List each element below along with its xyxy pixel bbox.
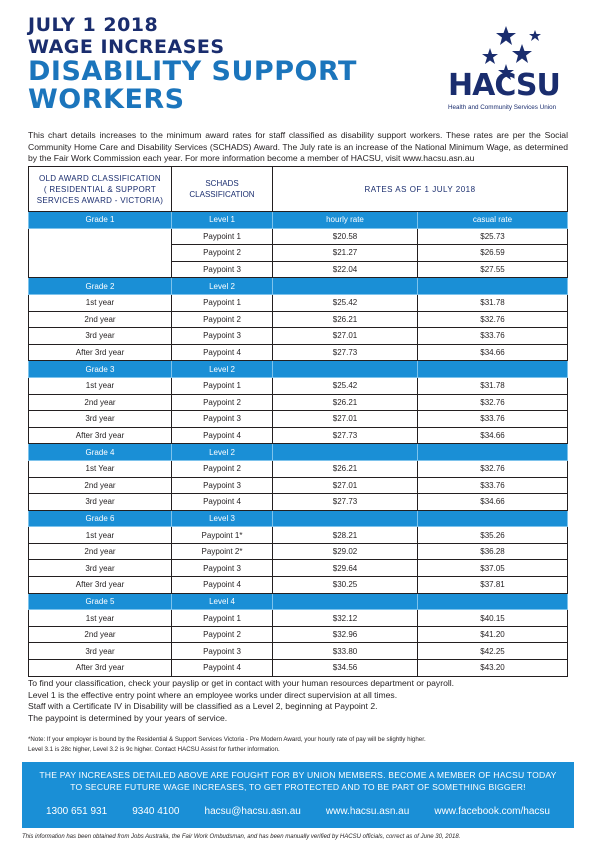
year-cell: 1st year bbox=[29, 527, 172, 544]
table-row bbox=[29, 228, 568, 245]
hourly-rate-cell: $34.56 bbox=[273, 660, 418, 677]
casual-rate-cell: $25.73 bbox=[417, 228, 567, 245]
grade-label: Grade 2 bbox=[29, 278, 172, 295]
hourly-rate-cell: $27.73 bbox=[273, 494, 418, 511]
header-old-award-l2: ( RESIDENTIAL & SUPPORT bbox=[43, 184, 157, 194]
note-line: The paypoint is determined by your years of service. bbox=[28, 712, 228, 723]
membership-banner bbox=[22, 762, 574, 828]
hourly-rate-cell: $26.21 bbox=[273, 460, 418, 477]
hacsu-logo bbox=[446, 24, 576, 124]
paypoint-cell: Paypoint 3 bbox=[172, 328, 273, 345]
year-cell: After 3rd year bbox=[29, 344, 172, 361]
table-row bbox=[29, 543, 568, 560]
year-cell: 3rd year bbox=[29, 411, 172, 428]
paypoint-cell: Paypoint 2 bbox=[172, 460, 273, 477]
table-row bbox=[29, 411, 568, 428]
grade-blank bbox=[273, 444, 418, 461]
casual-rate-cell: $41.20 bbox=[417, 626, 567, 643]
casual-rate-cell: $27.55 bbox=[417, 261, 567, 278]
banner-line-1: THE PAY INCREASES DETAILED ABOVE ARE FOUGHT FOR BY UNION MEMBERS. BECOME A MEMBER OF HACSU TODAY bbox=[39, 770, 557, 780]
hourly-rate-cell: $25.42 bbox=[273, 294, 418, 311]
hourly-rate-cell: $20.58 bbox=[273, 228, 418, 245]
hourly-rate-cell: $32.12 bbox=[273, 610, 418, 627]
grade-row bbox=[29, 278, 568, 295]
paypoint-cell: Paypoint 1* bbox=[172, 527, 273, 544]
table-row bbox=[29, 643, 568, 660]
table-row bbox=[29, 344, 568, 361]
table-row bbox=[29, 560, 568, 577]
note-line: Level 1 is the effective entry point where an employee works under direct supervision at all times. bbox=[28, 689, 398, 700]
casual-rate-cell: $43.20 bbox=[417, 660, 567, 677]
table-row bbox=[29, 494, 568, 511]
table-row bbox=[29, 660, 568, 677]
paypoint-cell: Paypoint 1 bbox=[172, 610, 273, 627]
header-schads bbox=[172, 167, 273, 212]
grade-blank bbox=[273, 278, 418, 295]
casual-rate-cell: $33.76 bbox=[417, 328, 567, 345]
phone-number[interactable]: 1300 651 931 bbox=[46, 806, 108, 817]
level-label: Level 3 bbox=[172, 510, 273, 527]
hourly-rate-cell: $26.21 bbox=[273, 394, 418, 411]
level-label: Level 2 bbox=[172, 278, 273, 295]
header-schads-l1: SCHADS bbox=[205, 179, 239, 188]
facebook-link[interactable]: www.facebook.com/hacsu bbox=[434, 806, 550, 817]
table-row bbox=[29, 394, 568, 411]
hourly-rate-cell: $28.21 bbox=[273, 527, 418, 544]
hourly-rate-cell: $27.73 bbox=[273, 344, 418, 361]
year-cell: 3rd year bbox=[29, 643, 172, 660]
paypoint-cell: Paypoint 2 bbox=[172, 245, 273, 262]
casual-rate-cell: $32.76 bbox=[417, 460, 567, 477]
paypoint-cell: Paypoint 4 bbox=[172, 494, 273, 511]
paypoint-cell: Paypoint 4 bbox=[172, 577, 273, 594]
casual-rate-cell: $31.78 bbox=[417, 377, 567, 394]
hourly-rate-header: hourly rate bbox=[273, 212, 418, 229]
hourly-rate-cell: $27.01 bbox=[273, 411, 418, 428]
table-row bbox=[29, 477, 568, 494]
grade-blank bbox=[273, 510, 418, 527]
year-cell: 2nd year bbox=[29, 394, 172, 411]
table-row bbox=[29, 311, 568, 328]
hourly-rate-cell: $22.04 bbox=[273, 261, 418, 278]
level-label: Level 4 bbox=[172, 593, 273, 610]
year-cell bbox=[29, 228, 172, 278]
grade-row bbox=[29, 593, 568, 610]
hourly-rate-cell: $30.25 bbox=[273, 577, 418, 594]
grade-label: Grade 4 bbox=[29, 444, 172, 461]
rates-table bbox=[28, 166, 568, 677]
grade-blank bbox=[273, 593, 418, 610]
fax-number: 9340 4100 bbox=[132, 806, 180, 817]
casual-rate-cell: $37.81 bbox=[417, 577, 567, 594]
casual-rate-cell: $32.76 bbox=[417, 311, 567, 328]
paypoint-cell: Paypoint 4 bbox=[172, 427, 273, 444]
casual-rate-cell: $36.28 bbox=[417, 543, 567, 560]
grade-label: Grade 6 bbox=[29, 510, 172, 527]
casual-rate-cell: $42.25 bbox=[417, 643, 567, 660]
hourly-rate-cell: $27.01 bbox=[273, 477, 418, 494]
year-cell: 2nd year bbox=[29, 311, 172, 328]
paypoint-cell: Paypoint 2 bbox=[172, 626, 273, 643]
casual-rate-cell: $34.66 bbox=[417, 344, 567, 361]
level-label: Level 1 bbox=[172, 212, 273, 229]
grade-row bbox=[29, 510, 568, 527]
page-title: DISABILITY SUPPORT bbox=[28, 56, 357, 87]
paypoint-cell: Paypoint 2 bbox=[172, 394, 273, 411]
year-cell: 1st year bbox=[29, 610, 172, 627]
table-row bbox=[29, 527, 568, 544]
notes bbox=[28, 678, 573, 724]
table-row bbox=[29, 427, 568, 444]
casual-rate-cell: $34.66 bbox=[417, 427, 567, 444]
table-row bbox=[29, 577, 568, 594]
fine-print-line: *Note: If your employer is bound by the Residential & Support Services Victoria - Pre Modern Award, your hourly rate of pay will be slightly higher. bbox=[28, 736, 426, 743]
casual-rate-cell: $35.26 bbox=[417, 527, 567, 544]
casual-rate-cell: $33.76 bbox=[417, 477, 567, 494]
casual-rate-header: casual rate bbox=[417, 212, 567, 229]
banner-line-2: TO SECURE FUTURE WAGE INCREASES, TO GET PROTECTED AND TO BE PART OF SOMETHING BIGGER! bbox=[70, 782, 526, 792]
grade-label: Grade 5 bbox=[29, 593, 172, 610]
table-row bbox=[29, 610, 568, 627]
logo-subtitle: Health and Community Services Union bbox=[448, 104, 557, 111]
year-cell: 2nd year bbox=[29, 543, 172, 560]
year-cell: 2nd year bbox=[29, 477, 172, 494]
table-row bbox=[29, 294, 568, 311]
paypoint-cell: Paypoint 3 bbox=[172, 560, 273, 577]
paypoint-cell: Paypoint 3 bbox=[172, 261, 273, 278]
paypoint-cell: Paypoint 1 bbox=[172, 228, 273, 245]
header-old-award-l3: SERVICES AWARD - VICTORIA) bbox=[36, 195, 164, 205]
paypoint-cell: Paypoint 4 bbox=[172, 344, 273, 361]
grade-row bbox=[29, 361, 568, 378]
casual-rate-cell: $31.78 bbox=[417, 294, 567, 311]
hourly-rate-cell: $27.73 bbox=[273, 427, 418, 444]
grade-row bbox=[29, 444, 568, 461]
table-row bbox=[29, 328, 568, 345]
year-cell: 2nd year bbox=[29, 626, 172, 643]
contact-bar bbox=[22, 793, 574, 817]
page-title-2: WORKERS bbox=[28, 84, 185, 115]
disclaimer: This information has been obtained from Jobs Australia, the Fair Work Ombudsman, and has been manually verified by HACSU officials, correct as of June 30, 2018. bbox=[22, 834, 461, 840]
year-cell: After 3rd year bbox=[29, 660, 172, 677]
paypoint-cell: Paypoint 3 bbox=[172, 411, 273, 428]
hourly-rate-cell: $26.21 bbox=[273, 311, 418, 328]
banner-message bbox=[22, 762, 574, 793]
header-subtitle: WAGE INCREASES bbox=[28, 36, 225, 58]
year-cell: After 3rd year bbox=[29, 427, 172, 444]
paypoint-cell: Paypoint 3 bbox=[172, 643, 273, 660]
page-header bbox=[28, 14, 357, 114]
casual-rate-cell: $32.76 bbox=[417, 394, 567, 411]
level-label: Level 2 bbox=[172, 444, 273, 461]
logo-text: HACSU bbox=[448, 68, 560, 103]
grade-blank bbox=[417, 361, 567, 378]
paypoint-cell: Paypoint 1 bbox=[172, 294, 273, 311]
year-cell: 3rd year bbox=[29, 328, 172, 345]
year-cell: 1st year bbox=[29, 294, 172, 311]
hourly-rate-cell: $27.01 bbox=[273, 328, 418, 345]
table-row bbox=[29, 460, 568, 477]
hourly-rate-cell: $25.42 bbox=[273, 377, 418, 394]
year-cell: 3rd year bbox=[29, 560, 172, 577]
hourly-rate-cell: $21.27 bbox=[273, 245, 418, 262]
header-old-award-l1: OLD AWARD CLASSIFICATION bbox=[38, 173, 162, 183]
casual-rate-cell: $33.76 bbox=[417, 411, 567, 428]
year-cell: 1st year bbox=[29, 377, 172, 394]
hourly-rate-cell: $32.96 bbox=[273, 626, 418, 643]
grade-label: Grade 3 bbox=[29, 361, 172, 378]
paypoint-cell: Paypoint 2 bbox=[172, 311, 273, 328]
hourly-rate-cell: $33.80 bbox=[273, 643, 418, 660]
grade-blank bbox=[417, 444, 567, 461]
fine-print bbox=[28, 735, 573, 754]
intro-paragraph: This chart details increases to the minimum award rates for staff classified as disability support workers. These rates are per the Social Community Home Care and Disability Services (SCHADS) Award. The July rate is an increase of the National Minimum Wage, as determined by the Fair Work Commission each year. For more information become a member of HACSU, visit www.hacsu.asn.au bbox=[28, 130, 568, 163]
casual-rate-cell: $26.59 bbox=[417, 245, 567, 262]
year-cell: After 3rd year bbox=[29, 577, 172, 594]
table-row bbox=[29, 377, 568, 394]
paypoint-cell: Paypoint 3 bbox=[172, 477, 273, 494]
casual-rate-cell: $34.66 bbox=[417, 494, 567, 511]
grade-label: Grade 1 bbox=[29, 212, 172, 229]
paypoint-cell: Paypoint 4 bbox=[172, 660, 273, 677]
level-label: Level 2 bbox=[172, 361, 273, 378]
website-link[interactable]: www.hacsu.asn.au bbox=[325, 806, 410, 817]
header-schads-l2: CLASSIFICATION bbox=[189, 190, 255, 199]
hourly-rate-cell: $29.64 bbox=[273, 560, 418, 577]
header-old-award bbox=[29, 167, 172, 212]
grade-blank bbox=[273, 361, 418, 378]
year-cell: 1st Year bbox=[29, 460, 172, 477]
hourly-rate-cell: $29.02 bbox=[273, 543, 418, 560]
year-cell: 3rd year bbox=[29, 494, 172, 511]
grade-row bbox=[29, 212, 568, 229]
grade-blank bbox=[417, 278, 567, 295]
casual-rate-cell: $40.15 bbox=[417, 610, 567, 627]
table-row bbox=[29, 626, 568, 643]
header-date: JULY 1 2018 bbox=[28, 14, 159, 36]
paypoint-cell: Paypoint 2* bbox=[172, 543, 273, 560]
email-link[interactable]: hacsu@hacsu.asn.au bbox=[204, 806, 301, 817]
note-line: To find your classification, check your payslip or get in contact with your human resources department or payroll. bbox=[28, 678, 455, 688]
table-header-row bbox=[29, 167, 568, 212]
fine-print-line: Level 3.1 is 28c higher, Level 3.2 is 9c higher. Contact HACSU Assist for further information. bbox=[28, 745, 280, 753]
header-rates: RATES AS OF 1 JULY 2018 bbox=[273, 167, 568, 212]
grade-blank bbox=[417, 593, 567, 610]
casual-rate-cell: $37.05 bbox=[417, 560, 567, 577]
paypoint-cell: Paypoint 1 bbox=[172, 377, 273, 394]
grade-blank bbox=[417, 510, 567, 527]
note-line: Staff with a Certificate IV in Disability will be classified as a Level 2, beginning at Paypoint 2. bbox=[28, 701, 378, 711]
